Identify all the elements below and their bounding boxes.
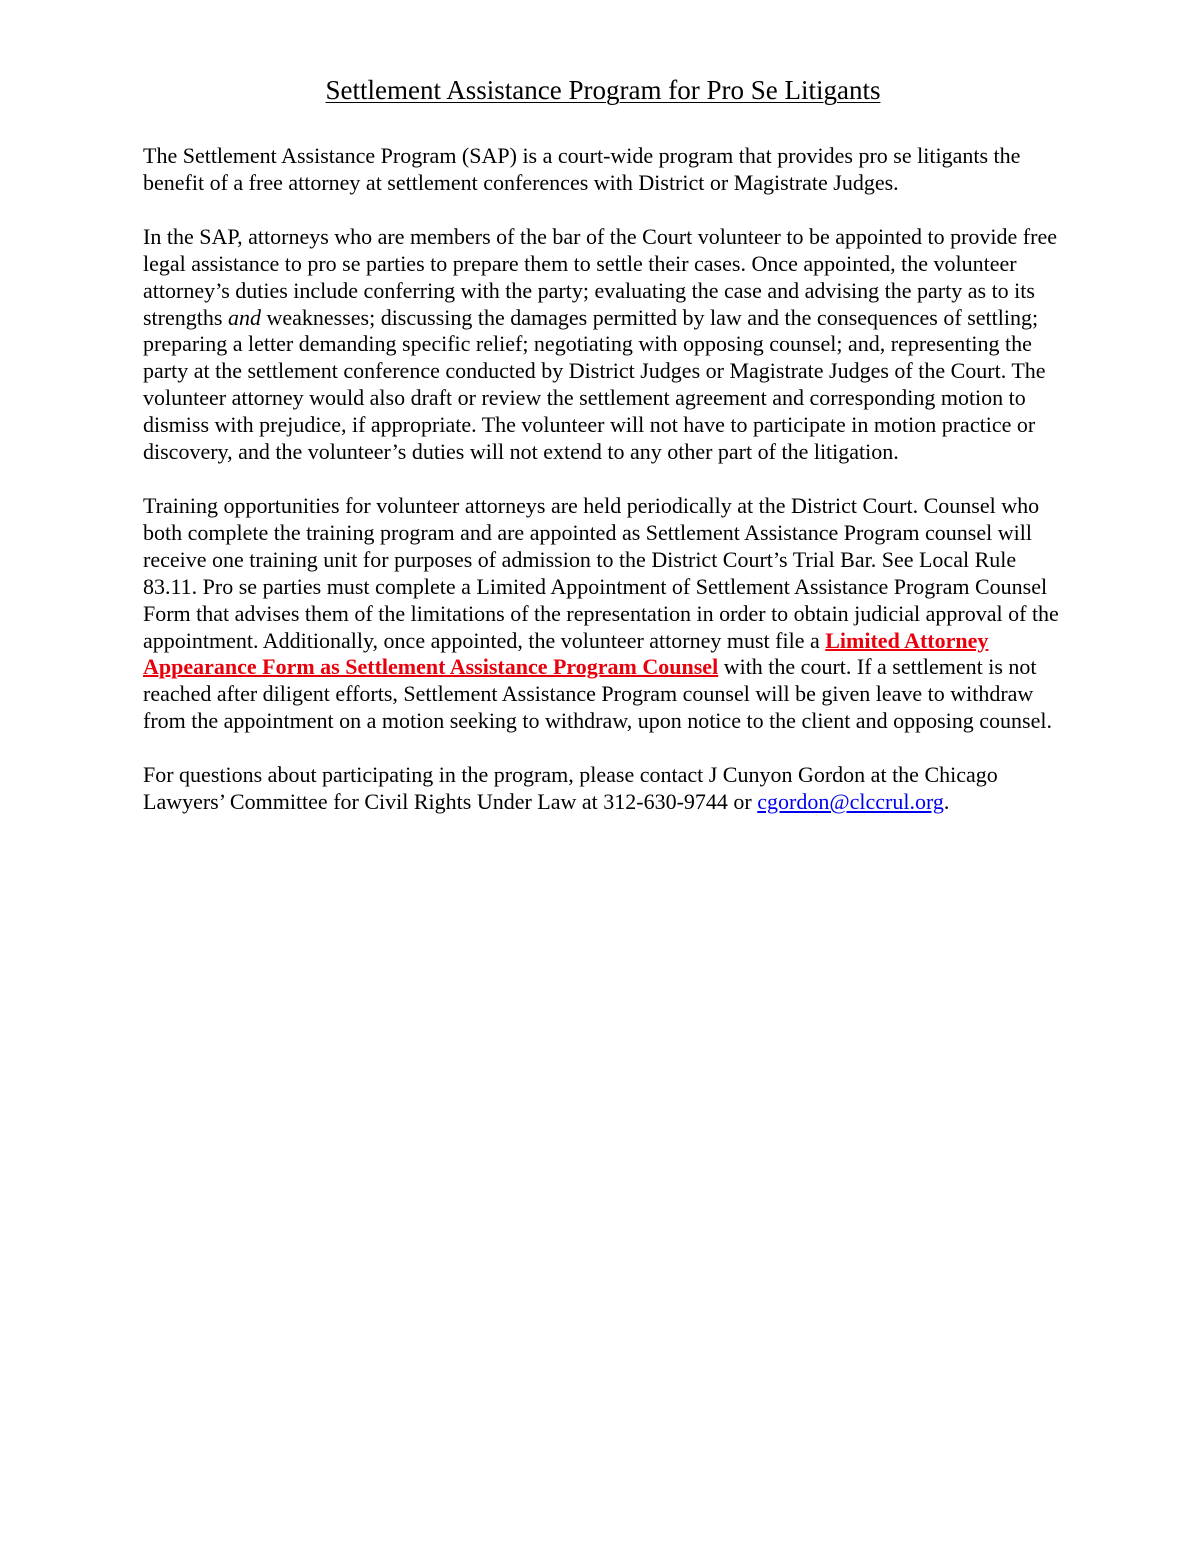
duties-text-after: weaknesses; discussing the damages permitted by law and the consequences of settling; preparing a letter demanding specific relief; negotiating with opposing counsel; and, representing the party at the settlement conference conducted by District Judges or Magistrate Judges of the Court. The volunteer attorney would also draft or review the settlement agreement and corresponding motion to dismiss with prejudice, if appropriate. The volunteer will not have to participate in motion practice or discovery, and the volunteer’s duties will not extend to any other part of the litigation. xyxy=(143,304,1046,465)
email-link[interactable]: cgordon@clccrul.org xyxy=(757,789,944,815)
appearance-form-link[interactable]: Limited Attorney Appearance Form as Settlement Assistance Program Counsel xyxy=(143,627,989,680)
duties-emphasis: and xyxy=(227,304,261,330)
intro-paragraph xyxy=(143,143,1063,197)
document-page xyxy=(143,72,1063,843)
contact-text-before: For questions about participating in the program, please contact J Cunyon Gordon at the Chicago Lawyers’ Committee for Civil Rights Under Law at 312-630-9744 or xyxy=(143,762,998,815)
contact-paragraph xyxy=(143,762,1063,816)
training-text-before: Training opportunities for volunteer attorneys are held periodically at the District Court. Counsel who both complete the training program and are appointed as Settlement Assistance Program counsel will receive one training unit for purposes of admission to the District Court’s Trial Bar. See Local Rule 83.11. Pro se parties must complete a Limited Appointment of Settlement Assistance Program Counsel Form that advises them of the limitations of the representation in order to obtain judicial approval of the appointment. Additionally, once appointed, the volunteer attorney must file a xyxy=(143,492,1059,653)
training-text-after: with the court. If a settlement is not reached after diligent efforts, Settlement Assistance Program counsel will be given leave to withdraw from the appointment on a motion seeking to withdraw, upon notice to the client and opposing counsel. xyxy=(143,654,1052,734)
duties-paragraph xyxy=(143,224,1063,466)
intro-text: The Settlement Assistance Program (SAP) is a court-wide program that provides pro se litigants the benefit of a free attorney at settlement conferences with District or Magistrate Judges. xyxy=(143,143,1021,195)
training-paragraph xyxy=(143,493,1063,735)
page-title: Settlement Assistance Program for Pro Se Litigants xyxy=(325,75,881,105)
duties-text-before: In the SAP, attorneys who are members of the bar of the Court volunteer to be appointed to provide free legal assistance to pro se parties to prepare them to settle their cases. Once appointed, the volunteer attorney’s duties include conferring with the party; evaluating the case and advising the party as to its strengths xyxy=(143,223,1057,330)
contact-text-after: . xyxy=(943,789,950,815)
